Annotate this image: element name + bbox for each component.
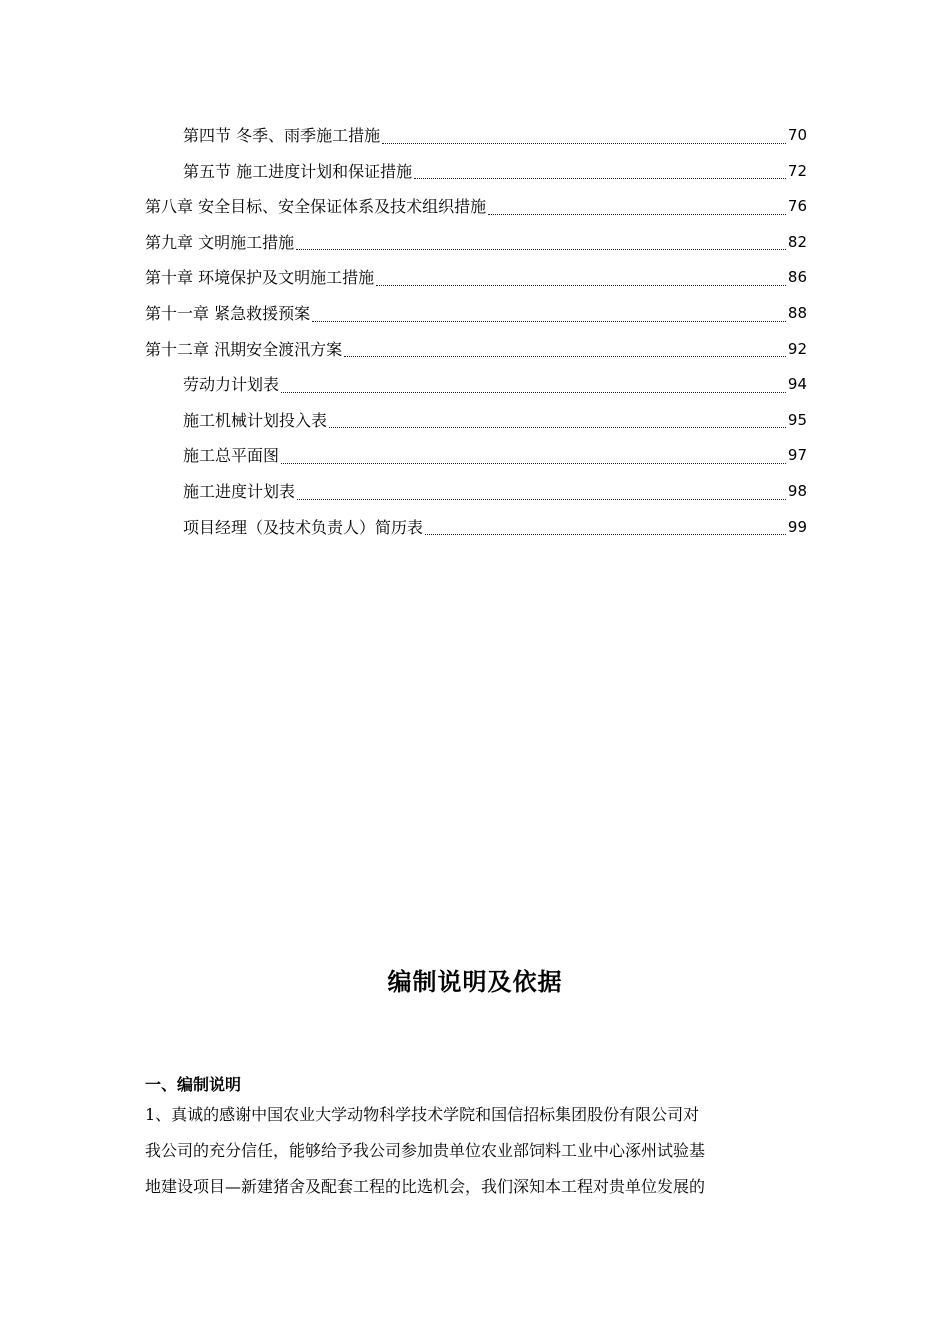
toc-leader-dots	[414, 177, 786, 179]
toc-entry[interactable]	[145, 296, 807, 332]
paragraph-line: 我公司的充分信任，能够给予我公司参加贵单位农业部饲料工业中心涿州试验基	[145, 1141, 706, 1160]
table-of-contents	[145, 118, 807, 545]
toc-entry-page-number: 72	[787, 161, 807, 180]
toc-entry-page-number: 99	[787, 517, 807, 536]
toc-entry[interactable]	[145, 403, 807, 439]
body-paragraph	[145, 1097, 807, 1205]
toc-leader-dots	[382, 142, 786, 144]
toc-entry-label: 第九章 文明施工措施	[145, 232, 295, 252]
toc-leader-dots	[425, 533, 786, 535]
toc-entry[interactable]	[145, 474, 807, 510]
toc-entry-page-number: 95	[787, 410, 807, 429]
toc-entry[interactable]	[145, 189, 807, 225]
toc-entry-label: 施工总平面图	[183, 446, 280, 466]
toc-leader-dots	[297, 498, 786, 500]
toc-entry-page-number: 97	[787, 446, 807, 465]
toc-leader-dots	[281, 391, 786, 393]
toc-entry-label: 项目经理（及技术负责人）简历表	[183, 517, 424, 537]
toc-entry-label: 劳动力计划表	[183, 375, 280, 395]
toc-entry-page-number: 76	[787, 197, 807, 216]
toc-entry[interactable]	[145, 154, 807, 190]
toc-leader-dots	[312, 320, 786, 322]
toc-entry-label: 第十一章 紧急救援预案	[145, 303, 311, 323]
paragraph-line: 地建设项目—新建猪舍及配套工程的比选机会，我们深知本工程对贵单位发展的	[145, 1177, 706, 1196]
toc-entry[interactable]	[145, 260, 807, 296]
toc-entry-page-number: 88	[787, 303, 807, 322]
toc-leader-dots	[281, 462, 786, 464]
toc-entry-page-number: 94	[787, 375, 807, 394]
toc-entry-page-number: 98	[787, 481, 807, 500]
toc-entry-page-number: 82	[787, 232, 807, 251]
toc-entry[interactable]	[145, 332, 807, 368]
toc-leader-dots	[329, 426, 786, 428]
toc-entry-label: 施工机械计划投入表	[183, 410, 328, 430]
toc-leader-dots	[296, 248, 786, 250]
toc-entry[interactable]	[145, 118, 807, 154]
toc-entry[interactable]	[145, 510, 807, 546]
toc-entry[interactable]	[145, 438, 807, 474]
toc-entry[interactable]	[145, 225, 807, 261]
sub-heading: 一、编制说明	[145, 1075, 242, 1094]
toc-entry-label: 第八章 安全目标、安全保证体系及技术组织措施	[145, 197, 487, 217]
toc-entry-page-number: 70	[787, 126, 807, 144]
toc-leader-dots	[376, 284, 786, 286]
paragraph-line: 1、真诚的感谢中国农业大学动物科学技术学院和国信招标集团股份有限公司对	[145, 1105, 700, 1124]
toc-entry[interactable]	[145, 367, 807, 403]
section-title: 编制说明及依据	[387, 968, 563, 996]
toc-entry-label: 第十章 环境保护及文明施工措施	[145, 268, 375, 288]
toc-entry-label: 第四节 冬季、雨季施工措施	[183, 126, 381, 145]
toc-leader-dots	[488, 213, 786, 215]
toc-entry-label: 第五节 施工进度计划和保证措施	[183, 161, 413, 181]
toc-leader-dots	[344, 355, 786, 357]
toc-entry-page-number: 86	[787, 268, 807, 287]
toc-entry-page-number: 92	[787, 339, 807, 358]
toc-entry-label: 施工进度计划表	[183, 481, 296, 501]
toc-entry-label: 第十二章 汛期安全渡汛方案	[145, 339, 343, 359]
